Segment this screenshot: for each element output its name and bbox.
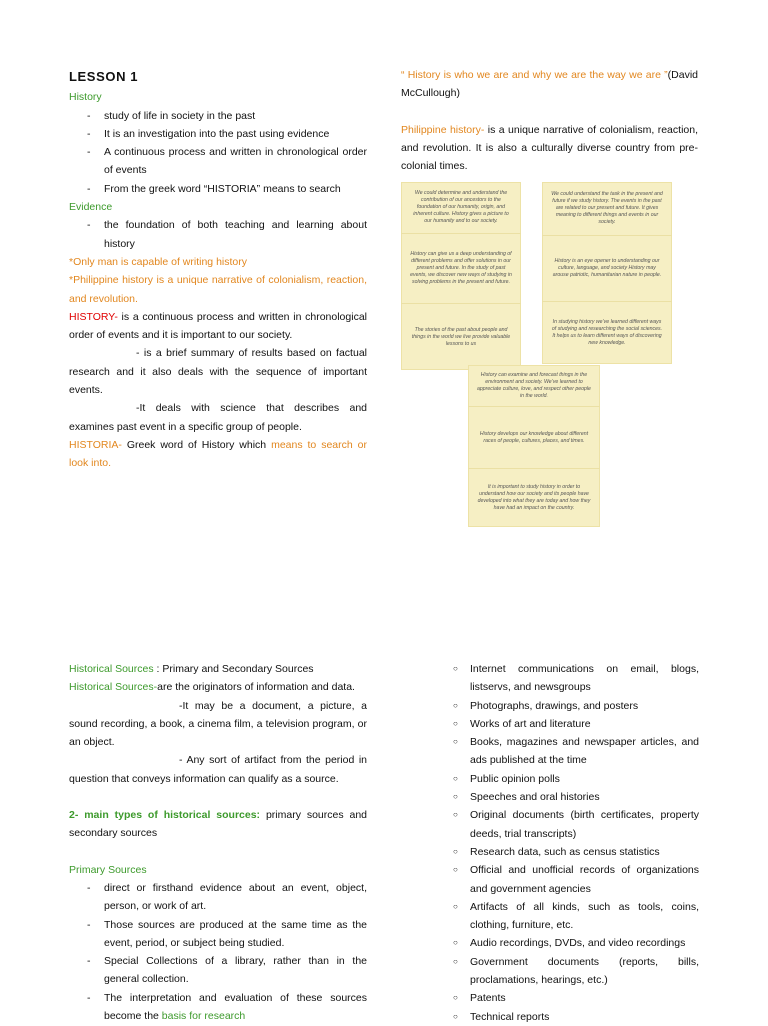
list-item: ○ Patents <box>453 989 699 1007</box>
note-philippine-history: *Philippine history is a unique narrative of colonialism, reaction, and revolution. <box>69 274 367 305</box>
list-item: - It is an investigation into the past using evidence <box>69 125 367 143</box>
lesson-title: LESSON 1 <box>69 69 139 84</box>
left-column-bottom <box>69 660 367 1025</box>
list-item: ○ Photographs, drawings, and posters <box>453 697 699 715</box>
primary-sources-list <box>69 879 367 1025</box>
historical-sources-definition-3: - Any sort of artifact from the period in question that conveys information can qualify as a source. <box>69 754 367 785</box>
primary-source-examples-list <box>453 660 699 1026</box>
right-column-top <box>401 66 698 175</box>
card-text: History develops our knowledge about different races of people, cultures, places, and times. <box>468 407 600 469</box>
list-item: - From the greek word “HISTORIA” means to search <box>69 180 367 198</box>
list-item: - the foundation of both teaching and learning about history <box>69 216 367 253</box>
list-item: ○ Audio recordings, DVDs, and video recordings <box>453 934 699 952</box>
left-column-top <box>69 68 367 473</box>
history-heading: History <box>69 91 102 104</box>
card-text: History can give us a deep understanding of different problems and offer solutions in our present and future. In the study of past events, we discover new ways of studying in solving problems in the present and future. <box>401 234 521 304</box>
historia-label: HISTORIA- <box>69 438 122 451</box>
main-types-line: 2- main types of historical sources: primary sources and secondary sources <box>69 809 368 840</box>
hs2-label: Historical Sources- <box>69 681 158 694</box>
list-item: - direct or firsthand evidence about an event, object, person, or work of art. <box>69 879 367 916</box>
list-item: ○ Research data, such as census statistics <box>453 843 699 861</box>
quote-author: (David McCullough) <box>401 69 698 100</box>
historia-highlight: means to search or look into. <box>69 438 367 470</box>
philippine-history-paragraph: Philippine history- is a unique narrative of colonialism, reaction, and revolution. It is also a culturally diverse country from pre-colonial times. <box>401 123 698 173</box>
list-item: - A continuous process and written in chronological order of events <box>69 143 367 180</box>
right-column-bottom <box>453 660 699 1026</box>
list-item: ○ Speeches and oral histories <box>453 788 699 806</box>
list-item: ○ Original documents (birth certificates, property deeds, trial transcripts) <box>453 806 699 843</box>
list-item: ○ Books, magazines and newspaper articles, and ads published at the time <box>453 733 699 770</box>
historical-sources-line: Historical Sources : Primary and Secondary Sources <box>69 663 314 675</box>
history-definition: HISTORY- is a continuous process and written in chronological order of events and it is important to our society. <box>69 310 367 342</box>
note-only-man: *Only man is capable of writing history <box>69 255 247 268</box>
card-text: The stories of the past about people and things in the world we live provide valuable lessons to us <box>411 326 511 347</box>
card-text: It is important to study history in order to understand how our society and its people have developed into what they are today and how they have had an impact on the country. <box>477 484 591 511</box>
ph-label: Philippine history- <box>401 123 485 136</box>
quote-text: “ History is who we are and why we are the way we are ” <box>401 69 668 81</box>
list-item: ○ Works of art and literature <box>453 715 699 733</box>
list-item: - Those sources are produced at the same time as the event, period, or subject being studied. <box>69 916 367 953</box>
list-item: ○ Technical reports <box>453 1008 699 1026</box>
list-item: - The interpretation and evaluation of these sources become the basis for research <box>69 989 367 1026</box>
types-label: 2- main types of historical sources: <box>69 809 261 822</box>
list-item: ○ Official and unofficial records of organizations and government agencies <box>453 861 699 898</box>
list-item: ○ Government documents (reports, bills, proclamations, hearings, etc.) <box>453 953 699 990</box>
history-definition-3: -It deals with science that describes and examines past event in a specific group of people. <box>69 402 367 433</box>
image-card <box>542 182 672 364</box>
image-card <box>468 365 600 527</box>
historical-sources-definition: Historical Sources-are the originators of information and data. <box>69 681 355 694</box>
historical-sources-definition-2: -It may be a document, a picture, a sound recording, a book, a cinema film, a television program, or an object. <box>69 699 367 749</box>
evidence-heading: Evidence <box>69 201 113 214</box>
card-text: We could understand the task in the present and future if we study history. The events in the past are related to our present and future. It gives meaning to different things and events in our society. <box>542 182 672 236</box>
list-item: - Special Collections of a library, rather than in the general collection. <box>69 952 367 989</box>
history-def-label: HISTORY- <box>69 310 118 323</box>
hs-label: Historical Sources <box>69 663 154 675</box>
card-text: History is an eye opener to understanding our culture, language, and society History may arouse patriotic, humanitarian nature in people. <box>542 236 672 302</box>
card-text: In studying history we’ve learned different ways of studying and researching the social sciences. It helps us to learn different ways of discovering new knowledge. <box>551 319 663 346</box>
list-item: ○ Public opinion polls <box>453 770 699 788</box>
card-text: We could determine and understand the contribution of our ancestors to the foundation of our humanity, origin, and inherent culture. History gives a picture to our humanity and to our society. <box>401 182 521 234</box>
history-list <box>69 107 367 198</box>
history-definition-2: - is a brief summary of results based on factual research and it also deals with the sequence of important events. <box>69 347 367 397</box>
primary-sources-heading: Primary Sources <box>69 863 147 876</box>
quote <box>401 66 698 103</box>
card-text: History can examine and forecast things in the environment and society. We’ve learned to appreciate culture, love, and respect other people in the world. <box>468 365 600 407</box>
evidence-list <box>69 216 367 253</box>
historia-definition: HISTORIA- Greek word of History which means to search or look into. <box>69 438 367 470</box>
list-item: ○ Internet communications on email, blogs, listservs, and newsgroups <box>453 660 699 697</box>
list-item: - study of life in society in the past <box>69 107 367 125</box>
basis-highlight: basis for research <box>161 1010 246 1023</box>
list-item: ○ Artifacts of all kinds, such as tools, coins, clothing, furniture, etc. <box>453 898 699 935</box>
image-card <box>401 182 521 370</box>
